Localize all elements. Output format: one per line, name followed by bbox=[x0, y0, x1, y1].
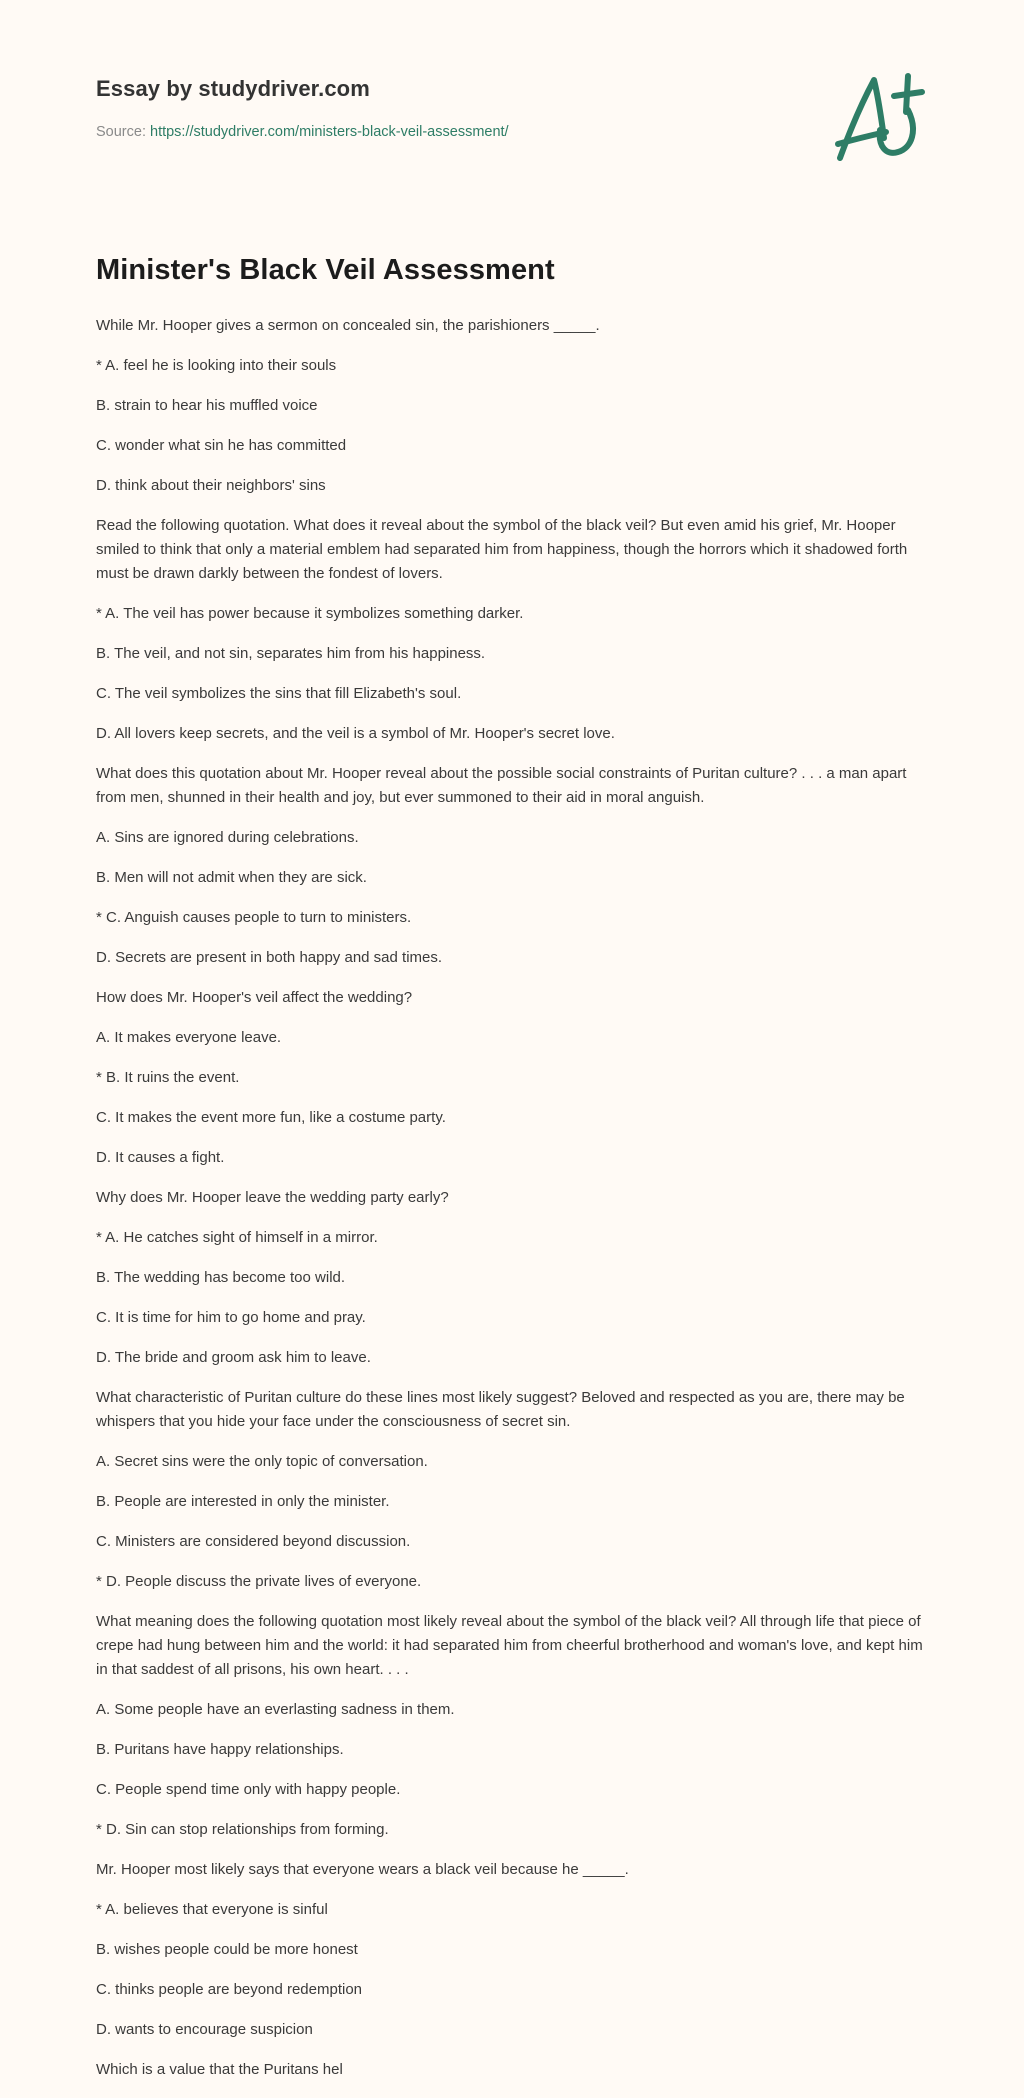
answer-option: C. It makes the event more fun, like a costume party. bbox=[96, 1109, 446, 1126]
question-text: What meaning does the following quotation most likely reveal about the symbol of the black veil? All through life that piece of crepe had hung between him and the world: it had separated him from cheerful brotherhood and woman's love, and kept him in that saddest of all prisons, his own heart. . . . bbox=[96, 1613, 923, 1678]
answer-option: * D. Sin can stop relationships from forming. bbox=[96, 1821, 389, 1838]
answer-option: C. Ministers are considered beyond discussion. bbox=[96, 1533, 411, 1550]
question-text: How does Mr. Hooper's veil affect the wedding? bbox=[96, 989, 413, 1006]
answer-option: D. All lovers keep secrets, and the veil is a symbol of Mr. Hooper's secret love. bbox=[96, 725, 615, 742]
answer-option: D. Secrets are present in both happy and sad times. bbox=[96, 949, 443, 966]
page-header bbox=[96, 0, 926, 286]
answer-option: D. The bride and groom ask him to leave. bbox=[96, 1349, 371, 1366]
question-text: Mr. Hooper most likely says that everyone wears a black veil because he _____. bbox=[96, 1861, 629, 1878]
answer-option: A. Some people have an everlasting sadness in them. bbox=[96, 1701, 455, 1718]
answer-option: D. It causes a fight. bbox=[96, 1149, 225, 1166]
answer-option: C. It is time for him to go home and pray. bbox=[96, 1309, 366, 1326]
source-line bbox=[96, 124, 509, 140]
answer-option: B. strain to hear his muffled voice bbox=[96, 397, 318, 414]
answer-option: A. It makes everyone leave. bbox=[96, 1029, 282, 1046]
answer-option: C. thinks people are beyond redemption bbox=[96, 1981, 363, 1998]
answer-option: B. People are interested in only the minister. bbox=[96, 1493, 390, 1510]
answer-option: C. The veil symbolizes the sins that fill Elizabeth's soul. bbox=[96, 685, 462, 702]
question-text: What does this quotation about Mr. Hooper reveal about the possible social constraints of Puritan culture? . . . a man apart from men, shunned in their health and joy, but ever summoned to their aid in moral anguish. bbox=[96, 765, 907, 806]
answer-option: B. The wedding has become too wild. bbox=[96, 1269, 346, 1286]
answer-option: * A. feel he is looking into their souls bbox=[96, 357, 337, 374]
answer-option: * D. People discuss the private lives of everyone. bbox=[96, 1573, 422, 1590]
answer-option: D. think about their neighbors' sins bbox=[96, 477, 326, 494]
a-plus-grade-icon bbox=[824, 66, 934, 166]
question-text: While Mr. Hooper gives a sermon on concealed sin, the parishioners _____. bbox=[96, 317, 600, 334]
question-text: Why does Mr. Hooper leave the wedding party early? bbox=[96, 1189, 449, 1206]
answer-option: * C. Anguish causes people to turn to ministers. bbox=[96, 909, 412, 926]
source-label: Source: bbox=[96, 124, 150, 140]
answer-option: B. Puritans have happy relationships. bbox=[96, 1741, 344, 1758]
document-body bbox=[96, 314, 926, 2098]
source-link[interactable]: https://studydriver.com/ministers-black-veil-assessment/ bbox=[150, 124, 509, 140]
answer-option: D. wants to encourage suspicion bbox=[96, 2021, 313, 2038]
answer-option: * A. believes that everyone is sinful bbox=[96, 1901, 328, 1918]
question-text: Which is a value that the Puritans hel bbox=[96, 2061, 343, 2078]
answer-option: A. Sins are ignored during celebrations. bbox=[96, 829, 359, 846]
site-title: Essay by studydriver.com bbox=[96, 76, 370, 101]
answer-option: * A. The veil has power because it symbolizes something darker. bbox=[96, 605, 524, 622]
answer-option: * B. It ruins the event. bbox=[96, 1069, 240, 1086]
answer-option: * A. He catches sight of himself in a mirror. bbox=[96, 1229, 378, 1246]
answer-option: B. Men will not admit when they are sick. bbox=[96, 869, 367, 886]
answer-option: B. wishes people could be more honest bbox=[96, 1941, 358, 1958]
question-text: Read the following quotation. What does it reveal about the symbol of the black veil? But even amid his grief, Mr. Hooper smiled to think that only a material emblem had separated him from happiness, though the horrors which it shadowed forth must be drawn darkly between the fondest of lovers. bbox=[96, 517, 908, 582]
answer-option: B. The veil, and not sin, separates him from his happiness. bbox=[96, 645, 486, 662]
question-text: What characteristic of Puritan culture do these lines most likely suggest? Beloved and respected as you are, there may be whispers that you hide your face under the consciousness of secret sin. bbox=[96, 1389, 905, 1430]
document-title: Minister's Black Veil Assessment bbox=[96, 254, 555, 286]
answer-option: C. wonder what sin he has committed bbox=[96, 437, 347, 454]
answer-option: C. People spend time only with happy people. bbox=[96, 1781, 401, 1798]
answer-option: A. Secret sins were the only topic of conversation. bbox=[96, 1453, 428, 1470]
essay-page bbox=[96, 0, 926, 2078]
